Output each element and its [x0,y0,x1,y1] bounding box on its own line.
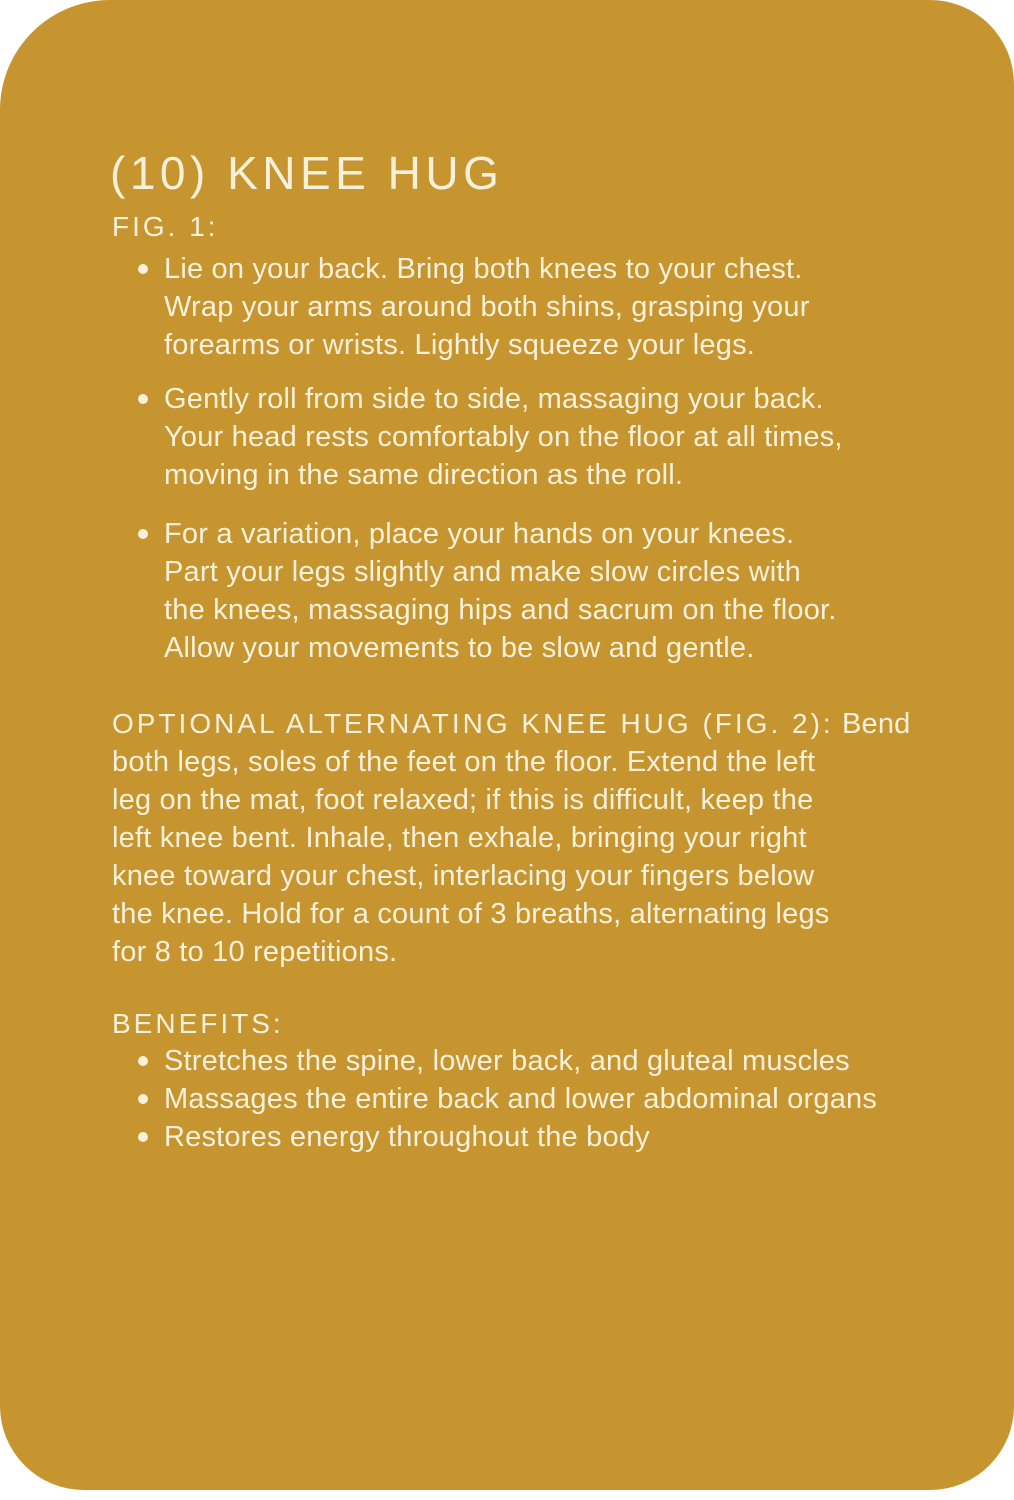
benefits-heading: BENEFITS: [112,1008,284,1039]
bullet-dot-icon [138,1132,148,1142]
optional-line: left knee bent. Inhale, then exhale, bringing your right [112,822,807,854]
optional-line-1 [112,705,952,743]
optional-line: knee toward your chest, interlacing your fingers below [112,860,815,892]
optional-heading: OPTIONAL ALTERNATING KNEE HUG (FIG. 2): [112,708,834,739]
fig1-bullet-item-3 [112,515,942,667]
bullet-line: Lie on your back. Bring both knees to your chest. [164,253,803,285]
bullet-line: For a variation, place your hands on your knees. [164,518,795,550]
bullet-line: forearms or wrists. Lightly squeeze your legs. [164,329,756,361]
fig1-heading: FIG. 1: [112,211,219,242]
bullet-line: Gently roll from side to side, massaging your back. [164,383,824,415]
optional-line: both legs, soles of the feet on the floor. Extend the left [112,746,816,778]
bullet-dot-icon [138,1056,148,1066]
bullet-line: Your head rests comfortably on the floor at all times, [164,421,843,453]
optional-lead-rest: Bend [841,708,911,740]
bullet-dot-icon [138,264,148,274]
benefits-bullet-item-2 [112,1080,972,1118]
fig1-bullet-list [112,250,942,667]
bullet-line: Allow your movements to be slow and gentle. [164,632,755,664]
fig1-bullet-item-1 [112,250,942,364]
bullet-dot-icon [138,529,148,539]
bullet-line: Wrap your arms around both shins, grasping your [164,291,810,323]
optional-paragraph [112,705,952,971]
bullet-line: Stretches the spine, lower back, and gluteal muscles [164,1045,850,1077]
fig1-bullet-item-2 [112,380,942,494]
optional-line: leg on the mat, foot relaxed; if this is difficult, keep the [112,784,814,816]
bullet-dot-icon [138,394,148,404]
bullet-line: Part your legs slightly and make slow circles with [164,556,801,588]
bullet-line: moving in the same direction as the roll. [164,459,684,491]
bullet-line: Restores energy throughout the body [164,1121,650,1153]
benefits-bullet-item-3 [112,1118,972,1156]
optional-line: the knee. Hold for a count of 3 breaths, alternating legs [112,898,830,930]
benefits-bullet-list [112,1042,972,1156]
bullet-dot-icon [138,1094,148,1104]
optional-line: for 8 to 10 repetitions. [112,936,398,968]
bullet-line: the knees, massaging hips and sacrum on the floor. [164,594,837,626]
benefits-bullet-item-1 [112,1042,972,1080]
page-title: (10) KNEE HUG [110,146,504,199]
bullet-line: Massages the entire back and lower abdominal organs [164,1083,878,1115]
